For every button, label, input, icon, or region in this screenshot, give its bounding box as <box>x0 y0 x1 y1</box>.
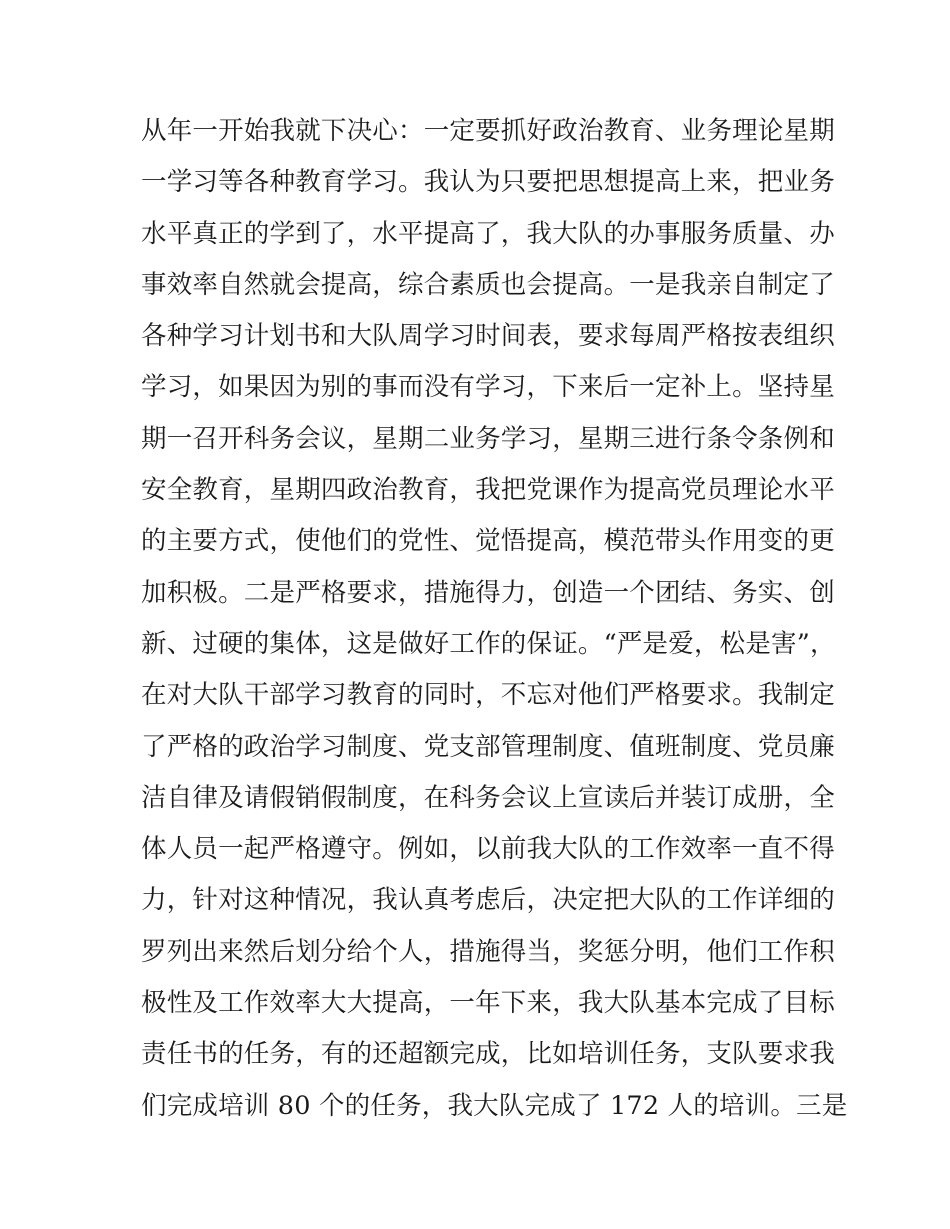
text-line: 洁自律及请假销假制度，在科务会议上宣读后并装订成册，全 <box>141 782 835 813</box>
text-line: 了严格的政治学习制度、党支部管理制度、值班制度、党员廉 <box>141 731 835 762</box>
text-line: 在对大队干部学习教育的同时，不忘对他们严格要求。我制定 <box>141 680 835 711</box>
text-line: 们完成培训 80 个的任务，我大队完成了 172 人的培训。三是 <box>141 1090 848 1121</box>
text-line: 安全教育，星期四政治教育，我把党课作为提高党员理论水平 <box>141 475 835 506</box>
text-line: 的主要方式，使他们的党性、觉悟提高，模范带头作用变的更 <box>141 526 835 557</box>
text-line: 各种学习计划书和大队周学习时间表，要求每周严格按表组织 <box>141 321 835 352</box>
text-line: 从年一开始我就下决心：一定要抓好政治教育、业务理论星期 <box>141 116 835 146</box>
text-line: 力，针对这种情况，我认真考虑后，决定把大队的工作详细的 <box>141 885 835 916</box>
text-line: 水平真正的学到了，水平提高了，我大队的办事服务质量、办 <box>141 218 835 249</box>
text-line: 事效率自然就会提高，综合素质也会提高。一是我亲自制定了 <box>141 269 835 300</box>
body-text <box>141 106 848 1132</box>
text-line: 极性及工作效率大大提高，一年下来，我大队基本完成了目标 <box>141 988 835 1019</box>
text-line: 一学习等各种教育学习。我认为只要把思想提高上来，把业务 <box>141 167 835 198</box>
text-line: 新、过硬的集体，这是做好工作的保证。“严是爱，松是害”， <box>141 628 836 659</box>
text-line: 体人员一起严格遵守。例如，以前我大队的工作效率一直不得 <box>141 834 835 865</box>
text-line: 责任书的任务，有的还超额完成，比如培训任务，支队要求我 <box>141 1039 835 1070</box>
text-line: 学习，如果因为别的事而没有学习，下来后一定补上。坚持星 <box>141 372 835 403</box>
text-line: 罗列出来然后划分给个人，措施得当，奖惩分明，他们工作积 <box>141 936 835 967</box>
text-line: 加积极。二是严格要求，措施得力，创造一个团结、务实、创 <box>141 577 835 608</box>
text-line: 期一召开科务会议，星期二业务学习，星期三进行条令条例和 <box>141 423 835 454</box>
